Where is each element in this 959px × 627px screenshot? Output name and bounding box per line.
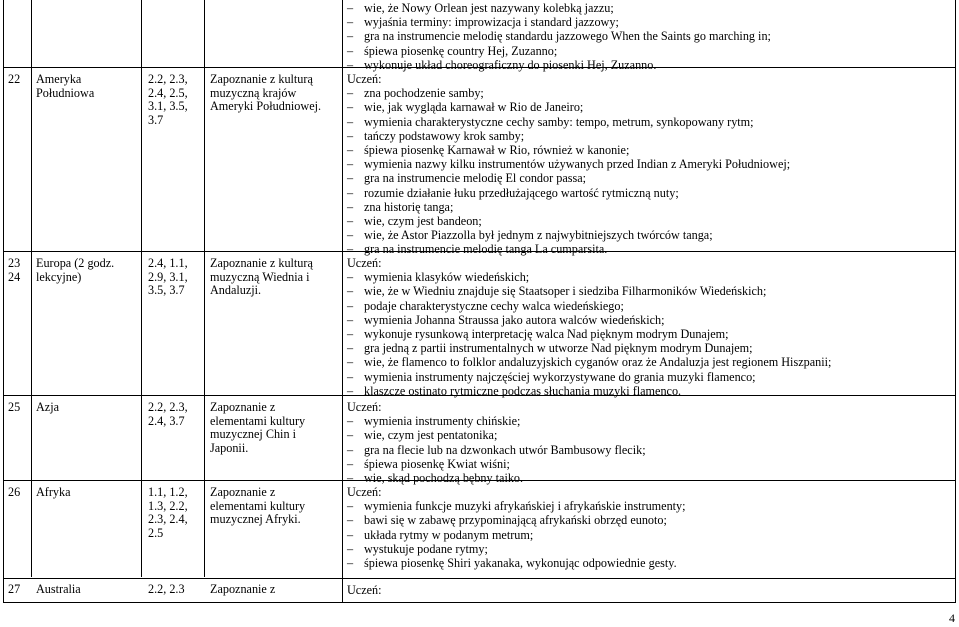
lesson-number: 22 (8, 72, 21, 86)
requirement-item (347, 384, 947, 398)
requirements-26 (347, 485, 947, 570)
uczen-heading: Uczeń: (347, 72, 382, 86)
dash-bullet: – (347, 312, 354, 327)
requirement-item (347, 499, 947, 513)
lesson-topic: Zapoznanie z (210, 582, 276, 596)
dash-bullet: – (347, 456, 354, 471)
requirement-item (347, 242, 947, 256)
requirement-text: śpiewa piosenkę country Hej, Zuzanno; (364, 43, 558, 58)
requirement-item (347, 186, 947, 200)
dash-bullet: – (347, 57, 354, 72)
requirements-27 (347, 583, 947, 597)
col-divider-4 (342, 0, 343, 602)
requirement-item (347, 115, 947, 129)
requirement-text: wie, że flamenco to folklor andaluzyjskich cyganów oraz że Andaluzja jest regionem Hiszpanii; (364, 355, 832, 370)
requirement-item (347, 542, 947, 556)
lesson-region: Azja (36, 400, 60, 414)
requirement-item (347, 284, 947, 298)
lesson-standards: 1.1, 1.2, 1.3, 2.2, 2.3, 2.4, 2.5 (148, 485, 188, 540)
lesson-region: Australia (36, 582, 81, 596)
requirement-item (347, 556, 947, 570)
requirement-item (347, 370, 947, 384)
requirement-text: wymienia instrumenty najczęściej wykorzystywane do grania muzyki flamenco; (364, 369, 756, 384)
requirement-text: podaje charakterystyczne cechy walca wiedeńskiego; (364, 298, 624, 313)
requirement-item (347, 471, 947, 485)
requirement-item (347, 428, 947, 442)
lesson-region: Afryka (36, 485, 71, 499)
uczen-heading: Uczeń: (347, 256, 382, 270)
dash-bullet: – (347, 513, 354, 528)
requirement-text: wie, że Astor Piazzolla był jednym z najwybitniejszych twórców tanga; (364, 228, 713, 243)
requirement-text: śpiewa piosenkę Kwiat wiśni; (364, 456, 510, 471)
requirement-text: zna pochodzenie samby; (364, 86, 484, 101)
lesson-standards: 2.2, 2.3, 2.4, 3.7 (148, 400, 188, 428)
dash-bullet: – (347, 171, 354, 186)
lesson-number: 23 24 (8, 256, 21, 284)
dash-bullet: – (347, 43, 354, 58)
table-border-left (3, 0, 4, 602)
uczen-heading: Uczeń: (347, 400, 382, 414)
lesson-number: 27 (8, 582, 21, 596)
requirement-item (347, 228, 947, 242)
requirement-text: śpiewa piosenkę Shiri yakanaka, wykonując odpowiednie gesty. (364, 555, 677, 570)
requirement-text: układa rytmy w podanym metrum; (364, 527, 534, 542)
requirement-text: bawi się w zabawę przypominającą afrykański obrzęd eunoto; (364, 513, 667, 528)
lesson-region: Europa (2 godz. lekcyjne) (36, 256, 115, 284)
requirement-item (347, 157, 947, 171)
requirement-text: wie, czym jest pentatonika; (364, 428, 498, 443)
dash-bullet: – (347, 213, 354, 228)
col-divider-1 (31, 0, 32, 577)
requirement-text: wie, że Nowy Orlean jest nazywany kolebką jazzu; (364, 1, 614, 15)
requirement-text: gra na instrumencie melodię El condor passa; (364, 171, 587, 186)
dash-bullet: – (347, 284, 354, 299)
requirement-item (347, 86, 947, 100)
requirement-text: wymienia Johanna Straussa jako autora walców wiedeńskich; (364, 312, 665, 327)
requirement-text: wymienia funkcje muzyki afrykańskiej i afrykańskie instrumenty; (364, 499, 686, 514)
dash-bullet: – (347, 442, 354, 457)
requirement-item (347, 528, 947, 542)
dash-bullet: – (347, 414, 354, 429)
requirement-item (347, 171, 947, 185)
requirement-text: gra na flecie lub na dzwonkach utwór Bambusowy flecik; (364, 442, 646, 457)
requirement-item (347, 327, 947, 341)
requirement-text: wie, że w Wiedniu znajduje się Staatsoper i siedziba Filharmoników Wiedeńskich; (364, 284, 767, 299)
dash-bullet: – (347, 157, 354, 172)
dash-bullet: – (347, 326, 354, 341)
col-divider-3 (204, 0, 205, 577)
dash-bullet: – (347, 428, 354, 443)
dash-bullet: – (347, 29, 354, 44)
requirement-text: zna historię tanga; (364, 199, 454, 214)
requirement-text: gra jedną z partii instrumentalnych w utworze Nad pięknym modrym Dunajem; (364, 341, 753, 356)
lesson-standards: 2.2, 2.3, 2.4, 2.5, 3.1, 3.5, 3.7 (148, 72, 188, 127)
requirement-item (347, 513, 947, 527)
requirement-text: klaszcze ostinato rytmiczne podczas słuchania muzyki flamenco. (364, 383, 682, 398)
dash-bullet: – (347, 383, 354, 398)
requirement-text: wymienia klasyków wiedeńskich; (364, 270, 530, 285)
dash-bullet: – (347, 1, 354, 15)
dash-bullet: – (347, 355, 354, 370)
lesson-number: 26 (8, 485, 21, 499)
uczen-heading: Uczeń: (347, 583, 382, 597)
lesson-topic: Zapoznanie z elementami kultury muzycznej Afryki. (210, 485, 306, 527)
requirement-item (347, 29, 947, 43)
requirement-item (347, 100, 947, 114)
dash-bullet: – (347, 499, 354, 514)
page-number: 4 (949, 611, 955, 625)
dash-bullet: – (347, 541, 354, 556)
dash-bullet: – (347, 228, 354, 243)
requirement-text: wymienia nazwy kilku instrumentów używanych przed Indian z Ameryki Południowej; (364, 157, 791, 172)
dash-bullet: – (347, 470, 354, 485)
dash-bullet: – (347, 15, 354, 30)
dash-bullet: – (347, 242, 354, 257)
lesson-standards: 2.2, 2.3 (148, 582, 185, 596)
col-divider-2 (141, 0, 142, 577)
requirement-text: wystukuje podane rytmy; (364, 541, 488, 556)
requirement-item (347, 129, 947, 143)
requirement-item (347, 313, 947, 327)
requirements-22 (347, 72, 947, 256)
lesson-standards: 2.4, 1.1, 2.9, 3.1, 3.5, 3.7 (148, 256, 188, 298)
dash-bullet: – (347, 128, 354, 143)
requirement-item (347, 443, 947, 457)
dash-bullet: – (347, 369, 354, 384)
requirement-text: wykonuje rysunkową interpretację walca Nad pięknym modrym Dunajem; (364, 326, 729, 341)
requirement-item (347, 457, 947, 471)
requirement-item (347, 214, 947, 228)
dash-bullet: – (347, 100, 354, 115)
dash-bullet: – (347, 199, 354, 214)
requirement-item (347, 143, 947, 157)
dash-bullet: – (347, 86, 354, 101)
lesson-topic: Zapoznanie z elementami kultury muzycznej Chin i Japonii. (210, 400, 306, 455)
requirement-item (347, 44, 947, 58)
requirement-item (347, 15, 947, 29)
lesson-region: Ameryka Południowa (36, 72, 95, 100)
dash-bullet: – (347, 298, 354, 313)
lesson-number: 25 (8, 400, 21, 414)
requirement-text: rozumie działanie łuku przedłużającego wartość rytmiczną nuty; (364, 185, 679, 200)
dash-bullet: – (347, 142, 354, 157)
dash-bullet: – (347, 527, 354, 542)
dash-bullet: – (347, 114, 354, 129)
requirement-item (347, 270, 947, 284)
lesson-topic: Zapoznanie z kulturą muzyczną Wiednia i Andaluzji. (210, 256, 313, 298)
requirement-text: wyjaśnia terminy: improwizacja i standard jazzowy; (364, 15, 619, 30)
requirements-prev (347, 1, 947, 72)
requirements-25 (347, 400, 947, 485)
requirement-text: wie, jak wygląda karnawał w Rio de Janeiro; (364, 100, 584, 115)
requirement-text: tańczy podstawowy krok samby; (364, 128, 525, 143)
requirement-text: wymienia charakterystyczne cechy samby: tempo, metrum, synkopowany rytm; (364, 114, 754, 129)
requirement-item (347, 58, 947, 72)
table-border-bottom (3, 602, 956, 603)
requirement-item (347, 200, 947, 214)
table-border-right (955, 0, 956, 602)
uczen-heading: Uczeń: (347, 485, 382, 499)
requirement-text: wymienia instrumenty chińskie; (364, 414, 521, 429)
dash-bullet: – (347, 555, 354, 570)
requirement-item (347, 341, 947, 355)
requirement-item (347, 1, 947, 15)
dash-bullet: – (347, 185, 354, 200)
dash-bullet: – (347, 341, 354, 356)
requirements-23 (347, 256, 947, 398)
requirement-text: gra na instrumencie melodię tanga La cumparsita. (364, 242, 608, 257)
requirement-text: wie, czym jest bandeon; (364, 213, 482, 228)
requirement-text: wykonuje układ choreograficzny do piosenki Hej, Zuzanno. (364, 57, 657, 72)
requirement-item (347, 355, 947, 369)
requirement-item (347, 299, 947, 313)
dash-bullet: – (347, 270, 354, 285)
requirement-text: gra na instrumencie melodię standardu jazzowego When the Saints go marching in; (364, 29, 771, 44)
lesson-topic: Zapoznanie z kulturą muzyczną krajów Ameryki Południowej. (210, 72, 322, 114)
requirement-item (347, 414, 947, 428)
row-divider-27 (3, 578, 956, 579)
requirement-text: śpiewa piosenkę Karnawał w Rio, również w kanonie; (364, 142, 630, 157)
requirement-text: wie, skąd pochodzą bębny taiko. (364, 470, 524, 485)
